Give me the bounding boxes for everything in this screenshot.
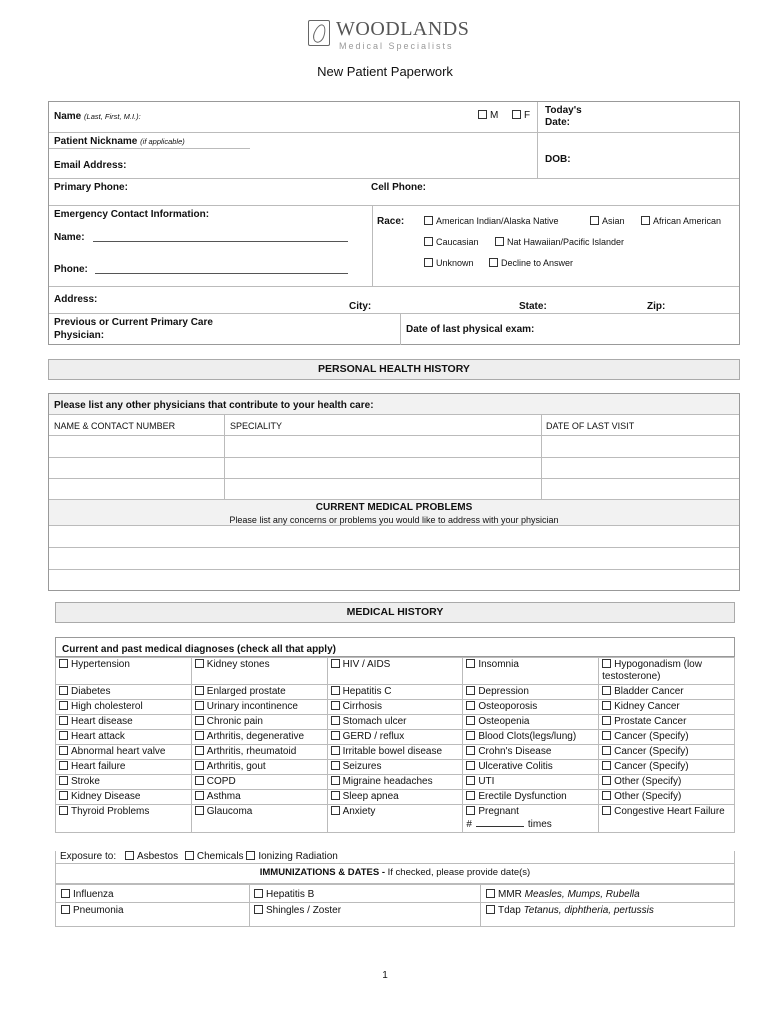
- diagnosis-cell: [327, 775, 463, 790]
- race-option-checkbox[interactable]: Decline to Answer: [489, 258, 573, 268]
- diagnosis-label: Stomach ulcer: [342, 716, 407, 727]
- exposure-checkbox[interactable]: Asbestos: [125, 851, 178, 862]
- diagnosis-label: Migraine headaches: [342, 776, 433, 787]
- diagnosis-checkbox[interactable]: [331, 776, 340, 785]
- diagnosis-cell: [463, 805, 599, 833]
- race-option-checkbox[interactable]: Asian: [590, 216, 625, 226]
- diagnosis-checkbox[interactable]: [602, 701, 611, 710]
- exposure-row: [55, 851, 735, 864]
- diagnosis-checkbox[interactable]: [602, 746, 611, 755]
- diagnosis-checkbox[interactable]: [195, 659, 204, 668]
- diagnosis-checkbox[interactable]: [602, 659, 611, 668]
- diagnosis-checkbox[interactable]: [59, 791, 68, 800]
- diagnosis-checkbox[interactable]: [59, 701, 68, 710]
- diagnosis-label: Kidney stones: [206, 659, 270, 670]
- emergency-name-field[interactable]: [93, 241, 348, 242]
- diagnosis-cell: [599, 775, 735, 790]
- diagnosis-label: Hypertension: [71, 659, 130, 670]
- diagnosis-label: Sleep apnea: [342, 791, 399, 802]
- diagnosis-cell: [327, 760, 463, 775]
- diagnosis-label: Osteopenia: [478, 716, 530, 727]
- exposure-label: Exposure to:: [60, 851, 117, 862]
- diagnosis-cell: [191, 745, 327, 760]
- immunization-checkbox[interactable]: Hepatitis B: [254, 889, 314, 900]
- diagnosis-checkbox[interactable]: [466, 701, 475, 710]
- immunizations-header: IMMUNIZATIONS & DATES - If checked, please provide date(s): [55, 864, 735, 884]
- diagnosis-label: Anxiety: [342, 806, 376, 817]
- diagnosis-cell: [56, 790, 192, 805]
- diagnosis-cell: [56, 685, 192, 700]
- diagnosis-cell: [463, 790, 599, 805]
- diagnosis-cell: [191, 715, 327, 730]
- emergency-phone-field[interactable]: [95, 273, 348, 274]
- diagnosis-checkbox[interactable]: [331, 659, 340, 668]
- immunization-checkbox[interactable]: MMR Measles, Mumps, Rubella: [486, 889, 640, 900]
- diagnosis-label: Cancer (Specify): [614, 746, 689, 757]
- sex-male-checkbox[interactable]: M: [478, 110, 498, 121]
- state-label: State:: [519, 301, 547, 312]
- diagnosis-checkbox[interactable]: [466, 731, 475, 740]
- diagnosis-label: Diabetes: [71, 686, 111, 697]
- diagnosis-label: Arthritis, degenerative: [206, 731, 305, 742]
- sex-female-checkbox[interactable]: F: [512, 110, 530, 121]
- other-physicians-label: Please list any other physicians that contribute to your health care:: [54, 400, 374, 411]
- diagnosis-checkbox[interactable]: [466, 761, 475, 770]
- diagnosis-checkbox[interactable]: [331, 791, 340, 800]
- diagnosis-cell: [463, 700, 599, 715]
- emergency-name-label: Name:: [54, 232, 85, 243]
- diagnosis-label: Osteoporosis: [478, 701, 538, 712]
- diagnosis-label: Other (Specify): [614, 776, 682, 787]
- exposure-checkbox[interactable]: Ionizing Radiation: [246, 851, 338, 862]
- diagnosis-label: Crohn's Disease: [478, 746, 552, 757]
- emergency-contact-label: Emergency Contact Information:: [54, 209, 210, 220]
- immunizations-table: [55, 884, 735, 927]
- race-option-checkbox[interactable]: American Indian/Alaska Native: [424, 216, 559, 226]
- diagnosis-cell: [599, 685, 735, 700]
- diagnosis-cell: [191, 685, 327, 700]
- diagnosis-checkbox[interactable]: [59, 761, 68, 770]
- diagnosis-cell: [56, 715, 192, 730]
- pcp-label: Previous or Current Primary Care: [54, 317, 213, 328]
- pregnant-count-field[interactable]: [476, 818, 524, 827]
- diagnosis-row: [56, 790, 735, 805]
- diagnosis-cell: [327, 805, 463, 833]
- diagnosis-row: [56, 745, 735, 760]
- pcp-label-cont: Physician:: [54, 330, 105, 341]
- diagnosis-checkbox[interactable]: [195, 791, 204, 800]
- medical-history-header: MEDICAL HISTORY: [55, 602, 735, 623]
- diagnosis-cell: [191, 760, 327, 775]
- diagnosis-label: Bladder Cancer: [614, 686, 684, 697]
- diagnosis-label: GERD / reflux: [342, 731, 405, 742]
- current-problems-title: CURRENT MEDICAL PROBLEMS: [315, 502, 473, 513]
- diagnosis-cell: [463, 730, 599, 745]
- diagnosis-checkbox[interactable]: [195, 746, 204, 755]
- diagnosis-cell: [191, 805, 327, 833]
- diagnosis-cell: [191, 658, 327, 685]
- diagnosis-cell: [56, 745, 192, 760]
- document-title: New Patient Paperwork: [317, 64, 453, 79]
- diagnosis-cell: [56, 658, 192, 685]
- diagnosis-checkbox[interactable]: [466, 746, 475, 755]
- immunization-checkbox[interactable]: Tdap Tetanus, diphtheria, pertussis: [486, 905, 654, 916]
- cell-phone-label: Cell Phone:: [371, 182, 427, 193]
- patient-info-box: [48, 101, 740, 345]
- diagnosis-cell: [327, 730, 463, 745]
- diagnosis-label: Asthma: [206, 791, 241, 802]
- diagnosis-label: Arthritis, rheumatoid: [206, 746, 297, 757]
- diagnosis-checkbox[interactable]: [466, 776, 475, 785]
- diagnosis-label: Pregnant: [478, 806, 519, 817]
- diagnosis-label: Cirrhosis: [342, 701, 383, 712]
- diagnosis-cell: [327, 715, 463, 730]
- diagnosis-label: HIV / AIDS: [342, 659, 391, 670]
- emergency-phone-label: Phone:: [54, 264, 88, 275]
- diagnosis-row: [56, 700, 735, 715]
- diagnosis-label: UTI: [478, 776, 495, 787]
- diagnosis-checkbox[interactable]: [59, 659, 68, 668]
- diagnosis-checkbox[interactable]: [195, 731, 204, 740]
- diagnosis-cell: [463, 760, 599, 775]
- diagnosis-cell: [599, 790, 735, 805]
- diagnosis-cell: [599, 658, 735, 685]
- diagnosis-cell: [599, 805, 735, 833]
- diagnosis-label: Kidney Disease: [71, 791, 141, 802]
- diagnosis-checkbox[interactable]: [602, 806, 611, 815]
- diagnosis-cell: [191, 775, 327, 790]
- page-number: 1: [382, 970, 388, 981]
- diagnosis-cell: [599, 715, 735, 730]
- diagnoses-table: [55, 657, 735, 833]
- diagnosis-cell: [463, 685, 599, 700]
- diagnosis-cell: [327, 685, 463, 700]
- personal-health-header: PERSONAL HEALTH HISTORY: [48, 359, 740, 380]
- pregnant-count-label: #: [466, 819, 472, 830]
- diagnosis-checkbox[interactable]: [466, 716, 475, 725]
- zip-label: Zip:: [647, 301, 666, 312]
- diagnosis-label: Kidney Cancer: [614, 701, 680, 712]
- race-option-checkbox[interactable]: Caucasian: [424, 237, 479, 247]
- diagnosis-cell: [599, 760, 735, 775]
- diagnosis-cell: [599, 700, 735, 715]
- diagnosis-cell: [56, 760, 192, 775]
- diagnoses-label: Current and past medical diagnoses (check all that apply): [62, 644, 336, 655]
- diagnosis-cell: [327, 745, 463, 760]
- diagnosis-cell: [191, 730, 327, 745]
- diagnosis-label: Irritable bowel disease: [342, 746, 443, 757]
- pregnant-times-label: times: [527, 819, 552, 830]
- race-option-checkbox[interactable]: Unknown: [424, 258, 474, 268]
- column-header: NAME & CONTACT NUMBER: [54, 421, 176, 431]
- diagnosis-checkbox[interactable]: [59, 746, 68, 755]
- diagnosis-label: COPD: [206, 776, 236, 787]
- diagnosis-checkbox[interactable]: [195, 806, 204, 815]
- column-header: SPECIALITY: [230, 421, 283, 431]
- diagnosis-cell: [463, 775, 599, 790]
- diagnosis-checkbox[interactable]: [602, 761, 611, 770]
- race-option-checkbox[interactable]: Nat Hawaiian/Pacific Islander: [495, 237, 624, 247]
- last-exam-label: Date of last physical exam:: [406, 324, 535, 335]
- diagnosis-label: Enlarged prostate: [206, 686, 286, 697]
- diagnosis-row: [56, 658, 735, 685]
- diagnosis-cell: [56, 805, 192, 833]
- diagnosis-label: Hypogonadism (low testosterone): [602, 659, 702, 682]
- diagnosis-checkbox[interactable]: [466, 686, 475, 695]
- leaf-logo-icon: [308, 20, 330, 46]
- diagnosis-cell: [327, 700, 463, 715]
- diagnosis-checkbox[interactable]: [602, 791, 611, 800]
- diagnosis-checkbox[interactable]: [195, 686, 204, 695]
- current-problems-subtitle: Please list any concerns or problems you would like to address with your physician: [229, 515, 559, 525]
- diagnosis-cell: [56, 700, 192, 715]
- diagnosis-label: Seizures: [342, 761, 382, 772]
- diagnosis-checkbox[interactable]: [602, 731, 611, 740]
- todays-date-label: Today's Date:: [545, 105, 582, 128]
- diagnosis-row: [56, 760, 735, 775]
- diagnosis-cell: [463, 715, 599, 730]
- diagnosis-checkbox[interactable]: [602, 776, 611, 785]
- diagnosis-checkbox[interactable]: [59, 686, 68, 695]
- diagnosis-checkbox[interactable]: [466, 659, 475, 668]
- diagnosis-row: [56, 715, 735, 730]
- diagnosis-checkbox[interactable]: [602, 686, 611, 695]
- diagnosis-cell: [327, 790, 463, 805]
- diagnosis-checkbox[interactable]: [59, 806, 68, 815]
- diagnosis-checkbox[interactable]: [59, 731, 68, 740]
- diagnosis-checkbox[interactable]: [331, 716, 340, 725]
- diagnosis-label: Glaucoma: [206, 806, 253, 817]
- logo-subtitle: Medical Specialists: [339, 41, 454, 51]
- immunization-checkbox[interactable]: Shingles / Zoster: [254, 905, 341, 916]
- other-physicians-table: [48, 393, 740, 591]
- diagnosis-label: Cancer (Specify): [614, 731, 689, 742]
- dob-label: DOB:: [545, 154, 571, 165]
- diagnosis-row: [56, 775, 735, 790]
- nickname-label: Patient Nickname (if applicable): [54, 136, 185, 147]
- diagnosis-checkbox[interactable]: [331, 806, 340, 815]
- email-label: Email Address:: [54, 160, 127, 171]
- diagnosis-checkbox[interactable]: [195, 761, 204, 770]
- column-header: DATE OF LAST VISIT: [546, 421, 635, 431]
- diagnosis-label: Erectile Dysfunction: [478, 791, 567, 802]
- diagnosis-label: Arthritis, gout: [206, 761, 266, 772]
- diagnosis-cell: [463, 745, 599, 760]
- diagnosis-label: Other (Specify): [614, 791, 682, 802]
- diagnosis-checkbox[interactable]: [59, 716, 68, 725]
- diagnosis-cell: [56, 775, 192, 790]
- diagnosis-label: Urinary incontinence: [206, 701, 298, 712]
- diagnosis-cell: [599, 730, 735, 745]
- clinic-logo: [0, 16, 770, 60]
- diagnosis-label: Chronic pain: [206, 716, 263, 727]
- diagnosis-cell: [327, 658, 463, 685]
- diagnosis-row: [56, 685, 735, 700]
- diagnosis-checkbox[interactable]: [59, 776, 68, 785]
- immunization-checkbox[interactable]: Pneumonia: [61, 905, 124, 916]
- name-label: Name (Last, First, M.I.):: [54, 111, 141, 122]
- diagnosis-label: Insomnia: [478, 659, 519, 670]
- diagnosis-checkbox[interactable]: [466, 806, 475, 815]
- diagnosis-checkbox[interactable]: [195, 716, 204, 725]
- diagnosis-label: Prostate Cancer: [614, 716, 687, 727]
- diagnosis-label: Blood Clots(legs/lung): [478, 731, 577, 742]
- logo-name: WOODLANDS: [336, 18, 470, 40]
- diagnosis-label: Heart attack: [71, 731, 125, 742]
- diagnosis-label: Congestive Heart Failure: [614, 806, 725, 817]
- address-label: Address:: [54, 294, 98, 305]
- diagnosis-cell: [191, 790, 327, 805]
- diagnosis-checkbox[interactable]: [331, 746, 340, 755]
- diagnosis-row: [56, 730, 735, 745]
- diagnosis-cell: [191, 700, 327, 715]
- immunization-checkbox[interactable]: Influenza: [61, 889, 114, 900]
- diagnosis-label: Cancer (Specify): [614, 761, 689, 772]
- diagnosis-label: Heart disease: [71, 716, 133, 727]
- diagnosis-label: Thyroid Problems: [71, 806, 150, 817]
- diagnosis-cell: [599, 745, 735, 760]
- diagnosis-checkbox[interactable]: [602, 716, 611, 725]
- diagnosis-cell: [56, 730, 192, 745]
- city-label: City:: [349, 301, 372, 312]
- diagnosis-label: Heart failure: [71, 761, 126, 772]
- diagnosis-label: Ulcerative Colitis: [478, 761, 553, 772]
- diagnosis-checkbox[interactable]: [195, 776, 204, 785]
- diagnosis-label: High cholesterol: [71, 701, 143, 712]
- diagnosis-label: Stroke: [71, 776, 100, 787]
- race-label: Race:: [377, 216, 405, 227]
- diagnosis-label: Depression: [478, 686, 529, 697]
- diagnosis-label: Hepatitis C: [342, 686, 392, 697]
- diagnosis-label: Abnormal heart valve: [71, 746, 166, 757]
- diagnosis-checkbox[interactable]: [331, 731, 340, 740]
- primary-phone-label: Primary Phone:: [54, 182, 128, 193]
- diagnosis-checkbox[interactable]: [331, 686, 340, 695]
- diagnosis-checkbox[interactable]: [331, 761, 340, 770]
- diagnosis-cell: [463, 658, 599, 685]
- diagnosis-checkbox[interactable]: [466, 791, 475, 800]
- exposure-checkbox[interactable]: Chemicals: [185, 851, 244, 862]
- diagnosis-checkbox[interactable]: [331, 701, 340, 710]
- diagnosis-row: [56, 805, 735, 833]
- race-option-checkbox[interactable]: African American: [641, 216, 721, 226]
- diagnoses-box: [55, 637, 735, 657]
- diagnosis-checkbox[interactable]: [195, 701, 204, 710]
